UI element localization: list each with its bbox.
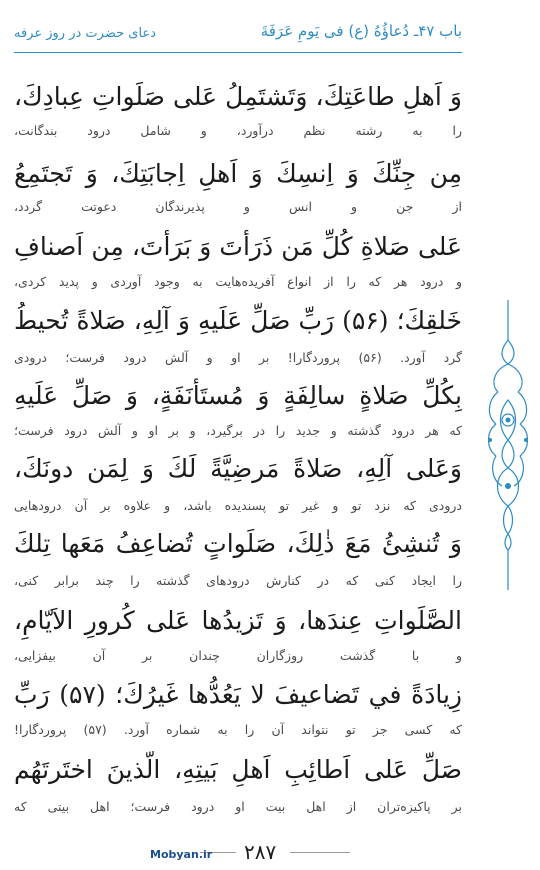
persian-line: كه كسی جز تو نتواند آن را به شماره آورد. (۵۷) پروردگارا! (14, 722, 462, 737)
margin-ornament (480, 300, 536, 590)
persian-line: و درود هر كه را از انواع آفریده‌هایت به وجود آوردی و پدید كردی، (14, 274, 462, 289)
footer-rule-right (290, 852, 350, 853)
persian-line: بر پاكیزه‌تران از اهل بیت او درود فرست؛ اهل بیتی كه (14, 799, 462, 814)
arabic-line: الصَّلَواتِ عِندَها، وَ تَزيدُها عَلی كُرورِ الاَيّامِ، (14, 606, 462, 635)
arabic-line: مِن جِنِّكَ وَ اِنسِكَ وَ اَهلِ اِجابَتِكَ، وَ تَجتَمِعُ (14, 159, 462, 188)
persian-line: كه هر درود گذشته و جدید را در برگیرد، و بر او و آلش درود فرست؛ (14, 423, 462, 438)
persian-line: درودی كه نزد تو و غیر تو پسندیده باشد، و علاوه بر آن درودهایی (14, 498, 462, 513)
persian-line: را ایجاد كنی كه در كنارش درودهای گذشته را چند برابر كنی، (14, 573, 462, 588)
brand-watermark: Mobyan.ir (150, 848, 213, 861)
arabic-line: بِكُلِّ صَلاةٍ سالِفَةٍ وَ مُستَأنَفَةٍ، وَ صَلِّ عَلَيهِ (14, 381, 462, 410)
persian-line: از جن و انس و پذیرندگان دعوتت گردد، (14, 199, 462, 214)
header-chapter: باب ۴۷ـ دُعاؤُهُ (ع) فی یَومِ عَرَفَةَ (260, 22, 462, 40)
persian-line: گرد آورد. (۵۶) پروردگارا! بر او و آلش درود فرست؛ درودی (14, 350, 462, 365)
page-number: ۲۸۷ (244, 840, 277, 864)
arabic-line: زِيادَةً في تَضاعيفَ لا يَعُدُّها غَيرُكَ؛ (۵۷) رَبِّ (14, 680, 462, 709)
persian-line: و با گذشت روزگاران چندان بر آن بیفزایی، (14, 648, 462, 663)
persian-line: را به رشته نظم درآورد، و شامل درود بندگانت، (14, 123, 462, 138)
arabic-line: وَ تُنشِئُ مَعَ ذٰلِكَ، صَلَواتٍ تُضاعِفُ مَعَها تِلكَ (14, 529, 462, 558)
header-subtitle: دعای حضرت در روز عرفه (14, 26, 156, 41)
page-header (14, 22, 462, 46)
arabic-line: وَعَلی آلِهِ، صَلاةً مَرضِيَّةً لَكَ وَ لِمَن دونَكَ، (14, 454, 462, 483)
arabic-line: عَلی صَلاةِ كُلِّ مَن ذَرَأتَ وَ بَرَأتَ، مِن اَصنافِ (14, 232, 462, 261)
header-divider (14, 52, 462, 53)
arabic-line: خَلقِكَ؛ (۵۶) رَبِّ صَلِّ عَلَيهِ وَ آلِهِ، صَلاةً تُحيطُ (14, 306, 462, 335)
arabic-line: صَلِّ عَلی اَطائِبِ اَهلِ بَيتِهِ، الَّذينَ اختَرتَهُم (14, 755, 462, 784)
page-footer (0, 838, 540, 868)
arabic-line: وَ اَهلِ طاعَتِكَ، وَتَشتَمِلُ عَلی صَلَواتِ عِبادِكَ، (14, 82, 462, 111)
